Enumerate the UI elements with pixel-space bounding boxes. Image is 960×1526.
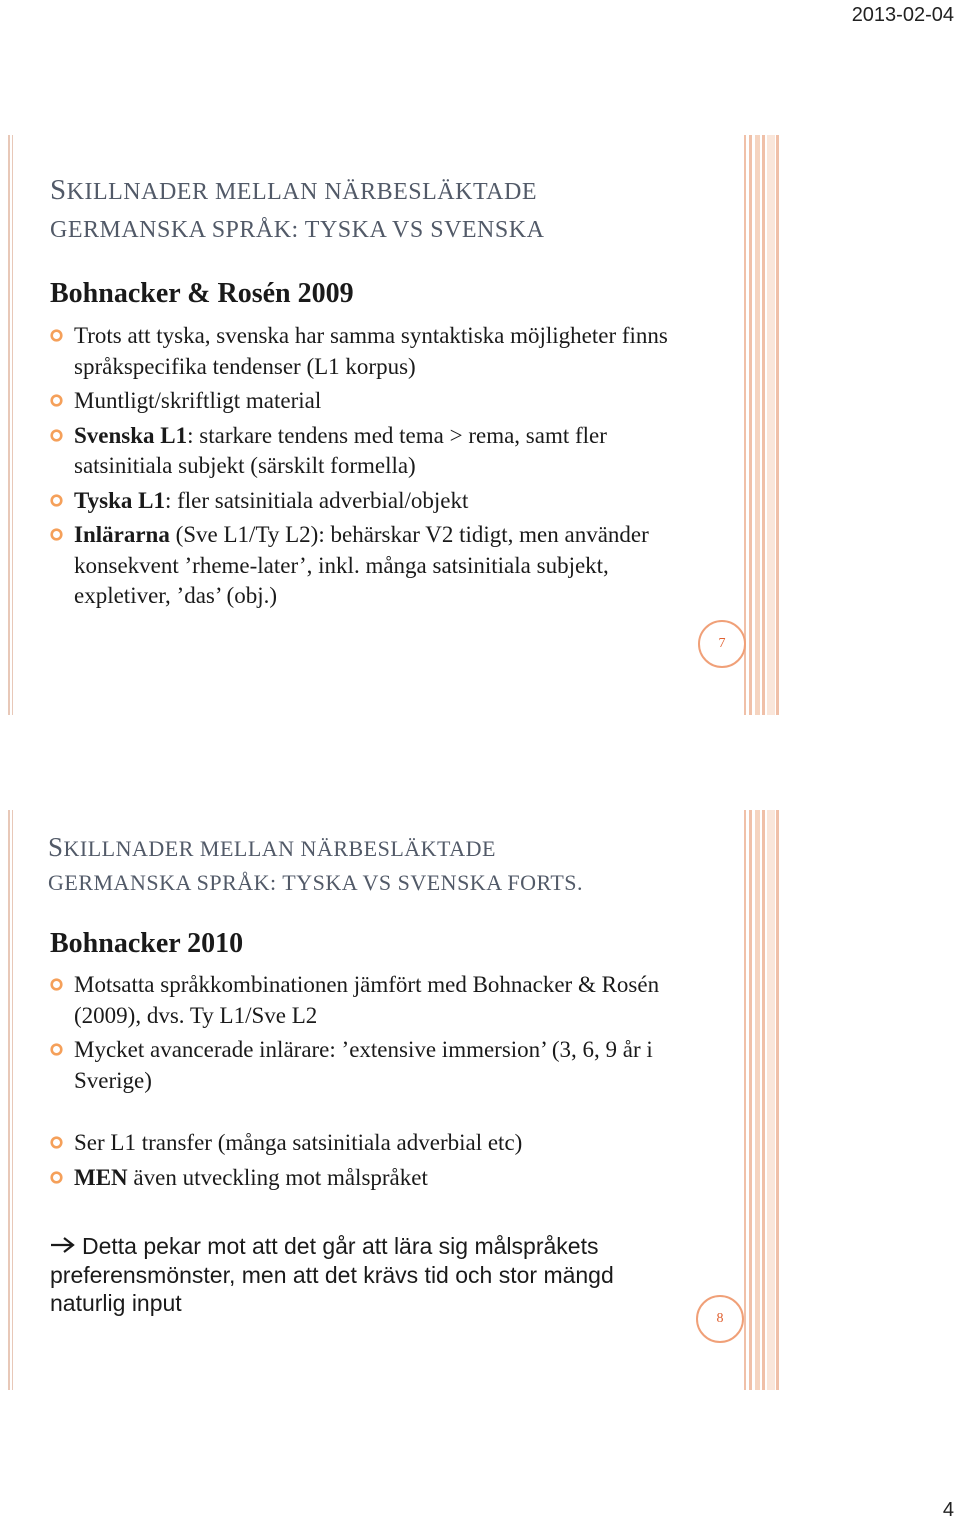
- circle-bullet-icon: [50, 528, 63, 541]
- slide-8: [0, 810, 960, 1390]
- bullet-text: : starkare tendens med tema > rema, samt fler satsinitiala subjekt (särskilt formella): [74, 422, 607, 478]
- bullet-bold-label: Svenska L1: [74, 422, 188, 448]
- bullet-item: [50, 1128, 710, 1159]
- bullet-bold-label: Inlärarna: [74, 522, 170, 547]
- slide-number-badge: 7: [698, 620, 746, 668]
- bullet-item: [50, 421, 710, 482]
- page-number: 4: [942, 1499, 954, 1521]
- page-date: 2013-02-04: [851, 4, 954, 26]
- bullet-item: [50, 386, 710, 417]
- bullet-list: [50, 321, 710, 616]
- bullet-text: : fler satsinitiala adverbial/objekt: [164, 487, 469, 513]
- bullet-text: Mycket avancerade inlärare: ’extensive immersion’ (3, 6, 9 år i Sverige): [74, 1037, 653, 1093]
- slide-7: [0, 135, 960, 715]
- right-decoration: [744, 810, 780, 1390]
- circle-bullet-icon: [50, 329, 63, 342]
- bullet-item: [50, 970, 710, 1031]
- circle-bullet-icon: [50, 1171, 63, 1184]
- left-decoration: [8, 810, 14, 1390]
- bullet-item: [50, 520, 710, 612]
- circle-bullet-icon: [50, 1043, 63, 1056]
- bullet-text: Motsatta språkkombinationen jämfört med Bohnacker & Rosén (2009), dvs. Ty L1/Sve L2: [74, 972, 660, 1028]
- right-decoration: [744, 135, 780, 715]
- conclusion-note: Detta pekar mot att det går att lära sig målspråkets preferensmönster, men att det krävs tid och stor mängd naturlig input: [50, 1233, 614, 1316]
- bullet-item: [50, 321, 710, 382]
- section-heading: Bohnacker 2010: [50, 928, 244, 959]
- slide-title: SKILLNADER MELLAN NÄRBESLÄKTADE GERMANSKA SPRÅK: TYSKA VS SVENSKA FORTS.: [48, 832, 584, 895]
- left-decoration: [8, 135, 14, 715]
- bullet-list: [50, 970, 710, 1100]
- section-heading: Bohnacker & Rosén 2009: [50, 278, 354, 309]
- slide-number-badge: 8: [696, 1295, 744, 1343]
- bullet-bold-label: MEN: [74, 1164, 128, 1190]
- bullet-list: [50, 1128, 710, 1197]
- circle-bullet-icon: [50, 429, 63, 442]
- right-arrow-icon: [50, 1232, 76, 1261]
- circle-bullet-icon: [50, 494, 63, 507]
- slide-title: SKILLNADER MELLAN NÄRBESLÄKTADE GERMANSKA SPRÅK: TYSKA VS SVENSKA: [50, 174, 545, 243]
- bullet-text: Ser L1 transfer (många satsinitiala adverbial etc): [74, 1130, 523, 1155]
- bullet-bold-label: Tyska L1: [74, 487, 165, 513]
- circle-bullet-icon: [50, 978, 63, 991]
- circle-bullet-icon: [50, 1136, 63, 1149]
- bullet-item: [50, 486, 710, 517]
- bullet-text: (Sve L1/Ty L2): behärskar V2 tidigt, men använder konsekvent ’rheme-later’, inkl. många satsinitiala subjekt, expletiver, ’das’ (obj.): [74, 522, 649, 608]
- bullet-text: Muntligt/skriftligt material: [74, 388, 322, 413]
- bullet-text: även utveckling mot målspråket: [127, 1164, 428, 1190]
- bullet-text: Trots att tyska, svenska har samma syntaktiska möjligheter finns språkspecifika tendenser (L1 korpus): [74, 323, 668, 379]
- circle-bullet-icon: [50, 394, 63, 407]
- bullet-item: [50, 1035, 710, 1096]
- bullet-item: [50, 1163, 710, 1194]
